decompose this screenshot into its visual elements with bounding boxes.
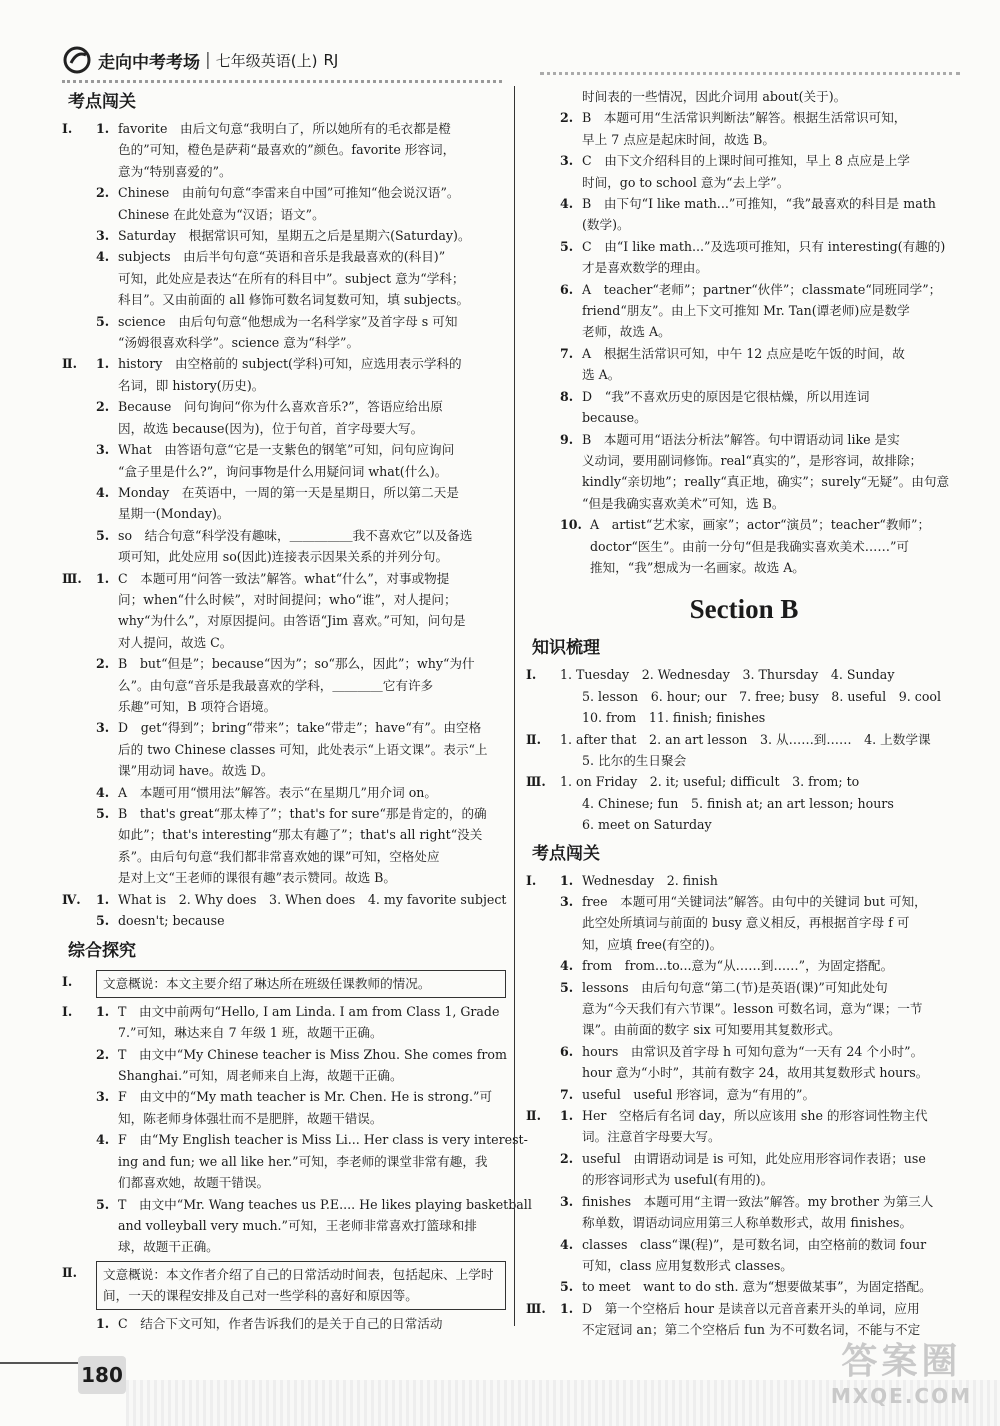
answer-text-line: Because 问句询问“你为什么喜欢音乐?”，答语应给出原 (118, 399, 443, 415)
item-number: 2. (96, 656, 110, 672)
knowledge-line: 1. Tuesday 2. Wednesday 3. Thursday 4. Sunday (560, 667, 895, 683)
answer-text-line: 早上 7 点应是起床时间，故选 B。 (582, 131, 775, 147)
answer-item (62, 1086, 506, 1129)
roman-numeral: Ⅱ. (62, 356, 77, 372)
answer-text-line: 可知，class 应用复数形式 classes。 (582, 1257, 793, 1273)
roman-numeral (526, 429, 560, 515)
roman-numeral (526, 193, 560, 236)
roman-numeral (62, 182, 96, 225)
answer-text-line: doesn't; because (118, 913, 225, 929)
section-title-kaodian-b: 考点闯关 (532, 843, 600, 864)
book-logo-icon (62, 45, 92, 75)
item-number: 9. (560, 431, 574, 447)
answer-text-line: (数学)。 (582, 217, 630, 233)
roman-numeral (526, 977, 560, 1041)
answer-text-line: 时间，go to school 意为“去上学”。 (582, 174, 790, 190)
answer-text-line: What 由答语句意“它是一支紫色的钢笔”可知，问句应询问 (118, 442, 455, 458)
item-number: 4. (560, 958, 574, 974)
item-number: 6. (560, 281, 574, 297)
answer-item (62, 353, 506, 396)
knowledge-line: 5. 比尔的生日聚会 (582, 752, 687, 768)
answer-item (62, 1044, 506, 1087)
answer-text-line: 色的”可知，橙色是萨莉“最喜欢的”颜色。favorite 形容词， (118, 142, 456, 158)
answer-item (526, 1041, 962, 1084)
answer-text-line: Monday 在英语中，一周的第一天是星期日，所以第二天是 (118, 484, 459, 500)
answer-text-line: 系”。由后句句意“我们都非常喜欢她的课”可知，空格处应 (118, 848, 440, 864)
column-divider (514, 86, 515, 1326)
answer-text-line: from from...to...意为“从……到……”，为固定搭配。 (582, 958, 894, 974)
section-title-zhishi: 知识梳理 (532, 638, 600, 659)
roman-numeral (62, 311, 96, 354)
roman-numeral (62, 803, 96, 889)
book-title: 七年级英语(上) (215, 51, 318, 70)
answer-item (526, 891, 962, 955)
item-number: 3. (560, 894, 574, 909)
roman-numeral (62, 653, 96, 717)
answer-text-line: 选 A。 (582, 367, 621, 383)
answer-text-line: history 由空格前的 subject(学科)可知，应选用表示学科的 (118, 356, 462, 372)
roman-numeral: Ⅰ. (62, 974, 73, 990)
roman-numeral: Ⅲ. (526, 774, 546, 790)
answer-text-line: A 根据生活常识可知，中午 12 点应是吃午饭的时间，故 (582, 345, 905, 361)
answer-text-line: 此空处所填词与前面的 busy 意义相反，再根据首字母 f 可 (582, 915, 910, 931)
roman-numeral (526, 279, 560, 343)
item-number: 4. (96, 784, 110, 800)
answer-item (62, 311, 506, 354)
answer-item (62, 1129, 528, 1193)
answer-text-line: Chinese 由前句句意“李雷来自中国”可推知“他会说汉语”。 (118, 185, 460, 201)
answer-text-line: 7.”可知，琳达来自 7 年级 1 班，故题干正确。 (118, 1025, 383, 1041)
answer-list-zonghe-2 (62, 1313, 506, 1334)
answer-text-line: 项可知，此处应用 so(因此)连接表示因果关系的并列分句。 (118, 549, 449, 565)
item-number: 3. (96, 442, 110, 458)
roman-numeral (526, 107, 560, 150)
answer-text-line: F 由“My English teacher is Miss Li... Her class is very interest- (118, 1132, 528, 1148)
roman-numeral (526, 1191, 560, 1234)
answer-text-line: 时间表的一些情况，因此介词用 about(关于)。 (582, 89, 847, 104)
knowledge-line: 1. after that 2. an art lesson 3. 从……到…… 4. 上数学课 (560, 731, 931, 747)
answer-text-line: 的形容词形式为 useful(有用的)。 (582, 1172, 774, 1188)
answer-item (62, 482, 506, 525)
roman-numeral (62, 1129, 96, 1193)
roman-numeral (526, 343, 560, 386)
answer-text-line: B 本题可用“生活常识判断法”解答。根据生活常识可知， (582, 110, 907, 126)
answer-text-line: 知，应填 free(有空的)。 (582, 936, 723, 952)
answer-item (526, 236, 962, 279)
answer-text-line: 意为“特别喜爱的”。 (118, 163, 232, 179)
answer-text-line: finishes 本题可用“主谓一致法”解答。my brother 为第三人 (582, 1193, 934, 1209)
roman-numeral (62, 1086, 96, 1129)
item-number: 4. (560, 1236, 574, 1252)
knowledge-line: 1. on Friday 2. it; useful; difficult 3. from; to (560, 774, 860, 790)
item-number: 5. (96, 806, 110, 821)
answer-text-line: 知，陈老师身体强壮而不是肥胖，故题干错误。 (118, 1110, 383, 1126)
answer-text-line: 才是喜欢数学的理由。 (582, 260, 708, 276)
answer-text-line: 么”。由句意“音乐是我最喜欢的学科，＿＿＿＿它有许多 (118, 677, 434, 693)
answer-text-line: friend“朋友”。由上下文可推知 Mr. Tan(谭老师)应是数学 (582, 303, 910, 319)
answer-item (62, 1001, 506, 1044)
answer-item (526, 150, 962, 193)
item-number: 5. (96, 1196, 110, 1212)
header-rule-right (540, 72, 960, 75)
roman-numeral: Ⅱ. (62, 1264, 77, 1280)
footer-rule (0, 1362, 78, 1364)
item-number: 10. (560, 517, 582, 533)
answer-item (526, 429, 962, 515)
knowledge-line: 5. lesson 6. hour; our 7. free; busy 8. useful 9. cool (582, 688, 942, 704)
answer-item (62, 246, 506, 310)
answer-text-line: 对人提问，故选 C。 (118, 634, 233, 650)
answer-item (526, 1191, 962, 1234)
answer-text-line: hours 由常识及首字母 h 可知句意为“一天有 24 个小时”。 (582, 1043, 924, 1059)
answer-item (526, 193, 962, 236)
watermark-logo (831, 1333, 972, 1408)
roman-numeral (62, 1044, 96, 1087)
item-number: 7. (560, 345, 574, 361)
answer-text-line: C 本题可用“问答一致法”解答。what“什么”，对事或物提 (118, 570, 450, 586)
roman-numeral: Ⅲ. (62, 570, 82, 586)
answer-text-line: Saturday 根据常识可知，星期五之后是星期六(Saturday)。 (118, 228, 471, 244)
item-number: 2. (560, 110, 574, 126)
answer-text-line: kindly“亲切地”；really“真正地，确实”；surely“无疑”。由句意 (582, 474, 950, 490)
answer-item (62, 525, 506, 568)
roman-numeral: Ⅱ. (526, 1108, 541, 1124)
answer-text-line: classes class“课(程)”，是可数名词，由空格前的数词 four (582, 1236, 927, 1252)
item-number: 1. (96, 570, 110, 586)
answer-text-line: 称单数，谓语动词应用第三人称单数形式，故用 finishes。 (582, 1215, 913, 1231)
answer-item (62, 439, 506, 482)
answer-text-line: D get“得到”；bring“带来”；take“带走”；have“有”。由空格 (118, 720, 482, 736)
edition-label: RJ (323, 51, 339, 69)
item-number: 1. (560, 1300, 574, 1316)
answer-text-line: to meet want to do sth. 意为“想要做某事”，为固定搭配。 (582, 1279, 932, 1295)
series-brand: 走向中考考场 (98, 52, 200, 73)
right-column (526, 86, 962, 1341)
item-number: 3. (560, 1193, 574, 1209)
answer-item (62, 568, 506, 654)
summary-box-1: 文意概说：本文主要介绍了琳达所在班级任课教师的情况。 (96, 970, 506, 997)
roman-numeral (62, 1194, 96, 1258)
summary-row-2 (62, 1258, 506, 1313)
roman-numeral (526, 955, 560, 976)
roman-numeral (62, 396, 96, 439)
item-number: 3. (560, 153, 574, 169)
item-number: 4. (96, 1132, 110, 1148)
roman-numeral: Ⅲ. (526, 1300, 546, 1316)
roman-numeral (526, 1041, 560, 1084)
answer-item (526, 870, 962, 891)
answer-item (62, 653, 506, 717)
item-number: 1. (560, 1108, 574, 1124)
item-number: 5. (96, 527, 110, 543)
item-number: 5. (560, 238, 574, 254)
item-number: 3. (96, 1089, 110, 1105)
roman-numeral (526, 1234, 560, 1277)
answer-text-line: 乐趣”可知，B 项符合语境。 (118, 698, 277, 714)
roman-numeral: Ⅰ. (62, 121, 73, 136)
item-number: 5. (560, 1279, 574, 1295)
answer-text-line: 球，故题干正确。 (118, 1239, 219, 1255)
answer-item (526, 1105, 962, 1148)
item-number: 6. (560, 1043, 574, 1059)
answer-text-line: subjects 由后半句句意“英语和音乐是我最喜欢的(科目)” (118, 249, 446, 265)
answer-text-line: 科目”。又由前面的 all 修饰可数名词复数可知，填 subjects。 (118, 292, 470, 308)
page-number: 180 (78, 1356, 126, 1394)
answer-text-line: Her 空格后有名词 day，所以应该用 she 的形容词性物主代 (582, 1108, 928, 1124)
answer-text-line: doctor“医生”。由前一分句“但是我确实喜欢美术……”可 (590, 538, 909, 554)
answer-text-line: A artist“艺术家，画家”；actor“演员”；teacher“教师”； (590, 517, 931, 533)
answer-text-line: What is 2. Why does 3. When does 4. my favorite subject (118, 891, 507, 907)
answer-text-line: “盒子里是什么?”，询问事物是什么用疑问词 what(什么)。 (118, 463, 448, 479)
roman-numeral (62, 525, 96, 568)
section-title-kaodian: 考点闯关 (68, 92, 136, 112)
answer-item (526, 1084, 962, 1105)
knowledge-line: 6. meet on Saturday (582, 817, 712, 833)
answer-item (526, 1148, 962, 1191)
item-number: 1. (96, 891, 110, 907)
answer-text-line: 是对上文“王老师的课很有趣”表示赞同。故选 B。 (118, 870, 397, 886)
item-number: 1. (560, 872, 574, 888)
item-number: 7. (560, 1086, 574, 1102)
answer-text-line: T 由文中“My Chinese teacher is Miss Zhou. She comes from (118, 1046, 507, 1062)
answer-text-line: why“为什么”，对原因提问。由答语“Jim 喜欢。”可知，问句是 (118, 613, 466, 629)
roman-numeral (526, 150, 560, 193)
watermark-url: MXQE.COM (830, 1384, 972, 1408)
answer-text-line: useful 由谓语动词是 is 可知，此处应用形容词作表语；use (582, 1150, 926, 1166)
answer-item (62, 396, 506, 439)
roman-numeral (526, 1084, 560, 1105)
answer-item (526, 1276, 962, 1297)
roman-numeral (526, 86, 560, 107)
answer-item (62, 889, 506, 910)
section-b-title: Section B (689, 594, 799, 625)
answer-item (526, 279, 962, 343)
item-number: 8. (560, 388, 574, 404)
header-rule (62, 80, 502, 83)
item-number: 3. (96, 228, 110, 244)
answer-text-line: F 由文中的“My math teacher is Mr. Chen. He is strong.”可 (118, 1089, 493, 1105)
knowledge-line: 4. Chinese; fun 5. finish at; an art lesson; hours (582, 795, 894, 811)
answer-item (62, 717, 506, 781)
knowledge-item (526, 664, 962, 728)
roman-numeral (526, 236, 560, 279)
item-number: 2. (560, 1150, 574, 1166)
answer-item (62, 803, 506, 889)
answer-text-line: 因，故选 because(因为)，位于句首，首字母要大写。 (118, 420, 424, 436)
answer-item (526, 386, 962, 429)
answer-text-line: science 由后句句意“他想成为一名科学家”及首字母 s 可知 (118, 313, 458, 329)
answer-text-line: 课”。由前面的数字 six 可知要用其复数形式。 (582, 1022, 841, 1038)
answer-item (526, 955, 962, 976)
item-number: 1. (96, 356, 110, 372)
roman-numeral: Ⅱ. (526, 731, 541, 747)
answer-text-line: 意为“今天我们有六节课”。lesson 可数名词，意为“课；一节 (582, 1001, 923, 1017)
answer-text-line: 如此”；that's interesting“那太有趣了”；that's all right“没关 (118, 827, 483, 843)
answer-item (526, 86, 962, 107)
answer-text-line: 名词，即 history(历史)。 (118, 377, 265, 393)
answer-text-line: 词。注意首字母要大写。 (582, 1129, 721, 1145)
roman-numeral: Ⅳ. (62, 891, 81, 907)
item-number: 2. (96, 185, 110, 201)
answer-text-line: B that's great“那太棒了”；that's for sure“那是肯定的，的确 (118, 806, 487, 821)
roman-numeral (62, 225, 96, 246)
roman-numeral: Ⅰ. (526, 872, 537, 888)
watermark-text: 答案圈 (841, 1341, 962, 1382)
answer-text-line: 后的 two Chinese classes 可知，此处表示“上语文课”。表示“上 (118, 741, 488, 757)
item-number: 1. (96, 121, 110, 136)
answer-item (62, 910, 506, 931)
answer-text-line: “汤姆很喜欢科学”。science 意为“科学”。 (118, 335, 360, 351)
answer-text-line: T 由文中“Mr. Wang teaches us P.E.... He likes playing basketball (118, 1196, 532, 1212)
answer-item (526, 107, 962, 150)
item-number: 2. (96, 399, 110, 415)
knowledge-line: 10. from 11. finish; finishes (582, 710, 766, 726)
answer-text-line: B 本题可用“语法分析法”解答。句中谓语动词 like 是实 (582, 431, 900, 447)
left-column (62, 86, 532, 1334)
answer-text-line: so 结合句意“科学没有趣味，＿＿＿＿＿我不喜欢它”以及备选 (118, 527, 473, 543)
answer-item (526, 514, 962, 578)
answer-text-line: ing and fun; we all like her.”可知，李老师的课堂非常有趣，我 (118, 1153, 488, 1169)
answer-text-line: T 由文中前两句“Hello, I am Linda. I am from Class 1, Grade (118, 1003, 500, 1019)
answer-text-line: 们都喜欢她，故题干错误。 (118, 1175, 270, 1191)
answer-item (62, 1194, 532, 1258)
roman-numeral (526, 386, 560, 429)
summary-box-2: 文意概说：本文作者介绍了自己的日常活动时间表，包括起床、上学时间，一天的课程安排及自己对一些学科的喜好和原因等。 (96, 1261, 506, 1310)
answer-text-line: lessons 由后句句意“第二(节)是英语(课)”可知此处句 (582, 979, 888, 995)
answer-text-line: 老师，故选 A。 (582, 324, 671, 340)
answer-text-line: C 由下文介绍科目的上课时间可推知，早上 8 点应是上学 (582, 153, 910, 169)
answer-item (62, 182, 506, 225)
roman-numeral (62, 246, 96, 310)
answer-text-line: because。 (582, 410, 647, 426)
section-title-zonghe: 综合探究 (68, 941, 136, 962)
item-number: 3. (96, 720, 110, 736)
answer-text-line: B 由下句“I like math...”可推知，“我”最喜欢的科目是 math (582, 196, 936, 212)
answer-item (62, 225, 506, 246)
answer-list-continued (526, 86, 962, 578)
answer-list-kaodian (62, 118, 506, 931)
answer-item (62, 1313, 506, 1334)
answer-item (526, 977, 962, 1041)
answer-text-line: 课”用动词 have。故选 D。 (118, 763, 274, 779)
roman-numeral (526, 1148, 560, 1191)
answer-list-kaodian-b (526, 870, 962, 1341)
roman-numeral (62, 482, 96, 525)
item-number: 2. (96, 1046, 110, 1062)
roman-numeral (526, 514, 560, 578)
roman-numeral: Ⅰ. (526, 667, 537, 683)
roman-numeral (62, 1313, 96, 1334)
roman-numeral (526, 891, 560, 955)
answer-text-line: Shanghai.”可知，周老师来自上海，故题干正确。 (118, 1068, 403, 1084)
item-number: 1. (96, 1003, 110, 1019)
answer-text-line: D “我”不喜欢历史的原因是它很枯燥，所以用连词 (582, 388, 870, 404)
answer-text-line: 星期一(Monday)。 (118, 506, 230, 522)
answer-text-line: 问；when“什么时候”，对时间提问；who“谁”，对人提问； (118, 591, 457, 607)
answer-text-line: A 本题可用“惯用法”解答。表示“在星期几”用介词 on。 (118, 784, 438, 800)
item-number: 4. (96, 249, 110, 265)
answer-text-line: 推知，“我”想成为一名画家。故选 A。 (590, 559, 805, 575)
answer-text-line: favorite 由后文句意“我明白了，所以她所有的毛衣都是橙 (118, 121, 451, 136)
knowledge-list (526, 664, 962, 835)
answer-text-line: 义动词，要用副词修饰。real“真实的”，是形容词，故排除； (582, 452, 923, 468)
answer-text-line: “但是我确实喜欢美术”可知，选 B。 (582, 495, 785, 511)
answer-item (62, 782, 506, 803)
answer-text-line: 不定冠词 an；第二个空格后 fun 为不可数名词，不能与不定 (582, 1322, 921, 1338)
item-number (560, 86, 582, 107)
item-number: 1. (96, 1315, 110, 1331)
item-number: 5. (560, 979, 574, 995)
answer-text-line: B but“但是”；because“因为”；so“那么，因此”；why“为什 (118, 656, 475, 672)
roman-numeral (62, 439, 96, 482)
answer-text-line: free 本题可用“关键词法”解答。由句中的关键词 but 可知， (582, 894, 927, 909)
roman-numeral (62, 782, 96, 803)
knowledge-item (526, 771, 962, 835)
answer-text-line: Wednesday 2. finish (582, 872, 718, 888)
roman-numeral (62, 910, 96, 931)
roman-numeral (526, 1276, 560, 1297)
summary-row-1 (62, 967, 506, 1000)
answer-text-line: and volleyball very much.”可知，王老师非常喜欢打篮球和排 (118, 1217, 477, 1233)
roman-numeral (62, 717, 96, 781)
answer-text-line: A teacher“老师”；partner“伙伴”；classmate“同班同学”； (582, 281, 942, 297)
item-number: 4. (96, 484, 110, 500)
answer-text-line: C 由“I like math...”及选项可推知，只有 interesting(有趣的) (582, 238, 946, 254)
answer-item (526, 1234, 962, 1277)
answer-text-line: D 第一个空格后 hour 是读音以元音音素开头的单词，应用 (582, 1300, 920, 1316)
page-header: 走向中考考场 | 七年级英语(上) RJ (62, 44, 338, 76)
answer-text-line: hour 意为“小时”，其前有数字 24，故用其复数形式 hours。 (582, 1065, 929, 1081)
item-number: 5. (96, 313, 110, 329)
answer-text-line: Chinese 在此处意为“汉语；语文”。 (118, 206, 325, 222)
knowledge-item (526, 729, 962, 772)
answer-item (526, 343, 962, 386)
answer-text-line: 可知，此处应是表达“在所有的科目中”。subject 意为“学科； (118, 270, 465, 286)
answer-text-line: useful useful 形容词，意为“有用的”。 (582, 1086, 816, 1102)
item-number: 5. (96, 913, 110, 929)
answer-list-zonghe (62, 1001, 532, 1258)
roman-numeral: Ⅰ. (62, 1003, 73, 1019)
item-number: 4. (560, 196, 574, 212)
answer-text-line: C 结合下文可知，作者告诉我们的是关于自己的日常活动 (118, 1315, 443, 1331)
answer-item (62, 118, 506, 182)
